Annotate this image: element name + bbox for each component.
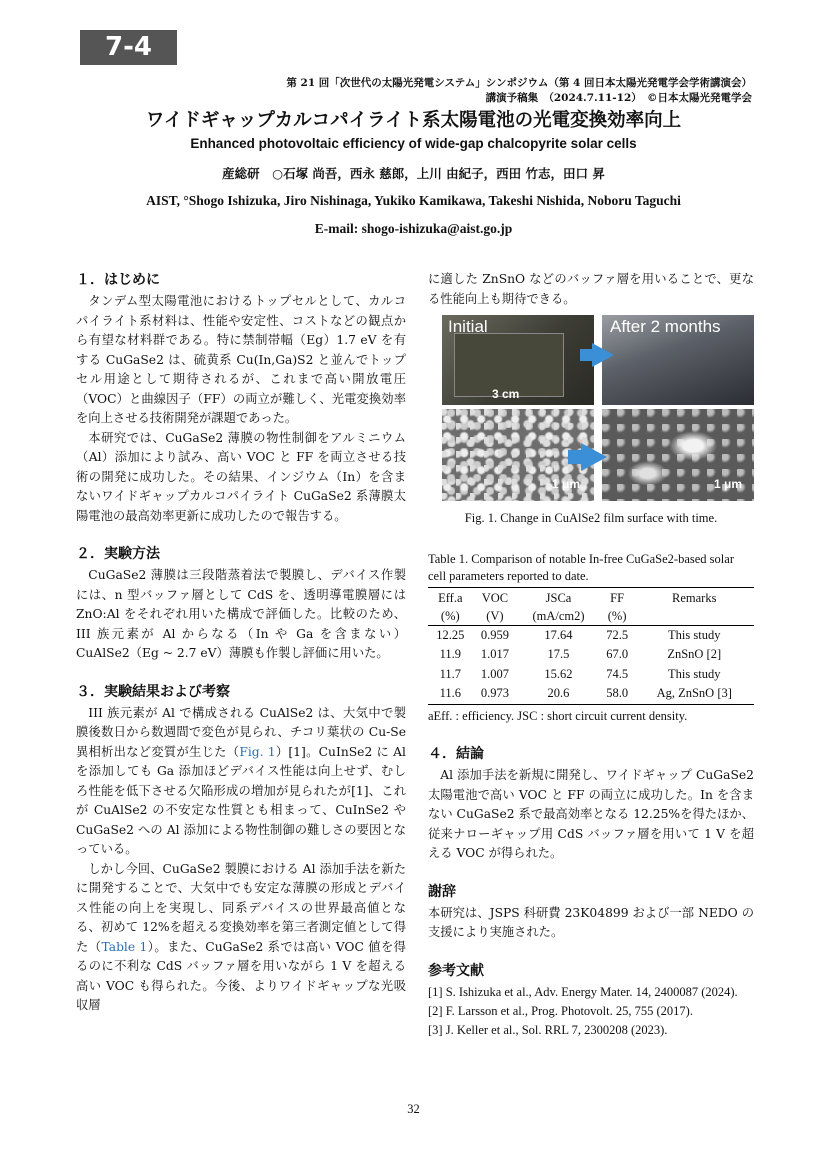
sem-after [602, 409, 754, 501]
figure-caption: Fig. 1. Change in CuAlSe2 film surface with time. [464, 511, 718, 525]
section-heading-refs: 参考文献 [428, 962, 484, 979]
table-caption: Table 1. Comparison of notable In-free CuGaSe2-based solar cell parameters reported to date. [428, 551, 734, 583]
table1-link[interactable]: Table 1 [101, 939, 148, 954]
results-table [428, 587, 754, 705]
table-footnote: aEff. : efficiency. JSC : short circuit current density. [428, 708, 688, 723]
table-row: 11.7 1.007 15.62 74.5 This study [439, 666, 721, 681]
table-unit: (%) [600, 607, 635, 626]
right-column [428, 270, 754, 1040]
figure-1 [442, 315, 754, 501]
left-column [76, 270, 406, 1016]
methods-paragraph: CuGaSe2 薄膜は三段階蒸着法で製膜し、デバイス作製には、n 型バッファ層として CdS を、透明導電膜層には ZnO:Al をそれぞれ用いた構成で評価した。比較のため、III 族元素が Al からなる（In や Ga を含まない）CuAlSe2（Eg ~ 2.7 eV）薄膜も作製し評価に用いた。 [76, 568, 406, 660]
header-line-2: 講演予稿集 （2024.7.11-12） ©日本太陽光発電学会 [485, 92, 752, 104]
header-line-1: 第 21 回「次世代の太陽光発電システム」シンポジウム（第 4 回日本太陽光発電学会学術講演会） [286, 77, 752, 89]
section-heading-ack: 謝辞 [428, 883, 456, 900]
results-continuation: に適した ZnSnO などのバッファ層を用いることで、更なる性能向上も期待できる。 [428, 272, 754, 306]
table-row: 11.6 0.973 20.6 58.0 Ag, ZnSnO [3] [428, 684, 754, 704]
table-header: Eff.a [428, 587, 473, 607]
scale-3cm: 3 cm [492, 387, 520, 401]
table-row: 11.9 1.017 17.5 67.0 ZnSnO [2] [439, 647, 722, 661]
intro-paragraph-1: タンデム型太陽電池におけるトップセルとして、カルコパイライト系材料は、性能や安定性、コストなどの観点から有望な材料群である。特に禁制帯幅（Eg）1.7 eV を有する CuGaSe2 は、硫黄系 Cu(In,Ga)S2 と並んでトップセル用途として期待されるが、これまで高い開放電圧（VOC）と曲線因子（FF）の両立が難しく、光電変換効率を向上させる技術開発が課題であった。 [76, 294, 406, 425]
conclusion-paragraph: Al 添加手法を新規に開発し、ワイドギャップ CuGaSe2 太陽電池で高い VOC と FF の両立に成功した。In を含まない CuGaSe2 系で最高効率となる 12.25%を得たほか、従来ナローギャップ用 CdS バッファ層を用いて 1 V を超える VOC が得られた。 [428, 768, 754, 860]
reference-item: [2] F. Larsson et al., Prog. Photovolt. 25, 755 (2017). [428, 1003, 693, 1018]
arrow-right-icon [581, 443, 607, 471]
table-row: 12.25 0.959 17.64 72.5 This study [436, 627, 721, 642]
fig1-link[interactable]: Fig. 1 [239, 744, 276, 759]
table-header: VOC [473, 587, 518, 607]
photo-initial [442, 315, 594, 405]
page-number: 32 [407, 1102, 420, 1116]
page-title: ワイドギャップカルコパイライト系太陽電池の光電変換効率向上 [145, 110, 682, 131]
intro-paragraph-2: 本研究では、CuGaSe2 薄膜の物性制御をアルミニウム（Al）添加により試み、高い VOC と FF を両立させる技術の開発に成功した。その結果、インジウム（In）を含まないワイドギャップカルコパイライト CuGaSe2 系薄膜太陽電池の最高効率更新に成功したので報告する。 [76, 430, 406, 523]
label-after: After 2 months [610, 317, 721, 336]
table-header: Remarks [634, 587, 754, 607]
section-heading-conclusion: ４．結論 [428, 746, 484, 762]
ack-paragraph: 本研究は、JSPS 科研費 23K04899 および一部 NEDO の支援により実施された。 [428, 905, 754, 939]
label-initial: Initial [448, 317, 488, 336]
table-unit [634, 607, 754, 626]
section-heading-methods: ２．実験方法 [76, 546, 160, 562]
arrow-right-icon [592, 343, 614, 367]
authors-japanese: 産総研 ○石塚 尚吾，西永 慈郎，上川 由紀子，西田 竹志，田口 昇 [222, 166, 605, 181]
authors-english: AIST, °Shogo Ishizuka, Jiro Nishinaga, Yukiko Kamikawa, Takeshi Nishida, Noboru Taguchi [146, 193, 681, 208]
session-label: 7-4 [80, 30, 177, 65]
english-title: Enhanced photovoltaic efficiency of wide-gap chalcopyrite solar cells [190, 136, 637, 151]
scale-1um-b: 1 μm [714, 477, 743, 491]
table-header: FF [600, 587, 635, 607]
section-heading-intro: １．はじめに [76, 272, 160, 288]
table-unit: (mA/cm2) [517, 607, 600, 626]
results-paragraph-1: III 族元素が Al で構成される CuAlSe2 は、大気中で製膜後数日から数週間で変色が見られ、チコリ葉状の Cu-Se 異相析出など変質が生じた（Fig. 1）[1]。CuInSe2 に Al を添加しても Ga 添加ほどデバイス性能は向上せず、むしろ性能を低下させる欠陥形成の増加が見られたが[1]、これが CuAlSe2 の不安定な性質とも相まって、CuInSe2 や CuGaSe2 への Al 添加による物性制御の難しさの要因となっている。 [76, 705, 406, 856]
reference-item: [3] J. Keller et al., Sol. RRL 7, 2300208 (2023). [428, 1022, 668, 1037]
table-unit: (V) [473, 607, 518, 626]
photo-after-2-months [602, 315, 754, 405]
contact-email[interactable]: E-mail: shogo-ishizuka@aist.go.jp [314, 221, 513, 236]
table-header: JSCa [517, 587, 600, 607]
results-paragraph-2: しかし今回、CuGaSe2 製膜における Al 添加手法を新たに開発することで、大気中でも安定な薄膜の形成とデバイス性能の向上を実現し、同系デバイスの世界最高値となる、初めて 12%を超える変換効率を第三者測定値として得た（Table 1）。また、CuGaSe2 系では高い VOC 値を得るのに不利な CdS バッファ層を用いながら 1 V を超える高い VOC も得られた。今後、よりワイドギャップな光吸収層 [76, 861, 406, 1012]
table-unit: (%) [428, 607, 473, 626]
section-heading-results: ３．実験結果および考察 [76, 683, 230, 700]
reference-item: [1] S. Ishizuka et al., Adv. Energy Mater. 14, 2400087 (2024). [428, 984, 738, 999]
scale-1um-a: 1 μm [552, 477, 581, 491]
